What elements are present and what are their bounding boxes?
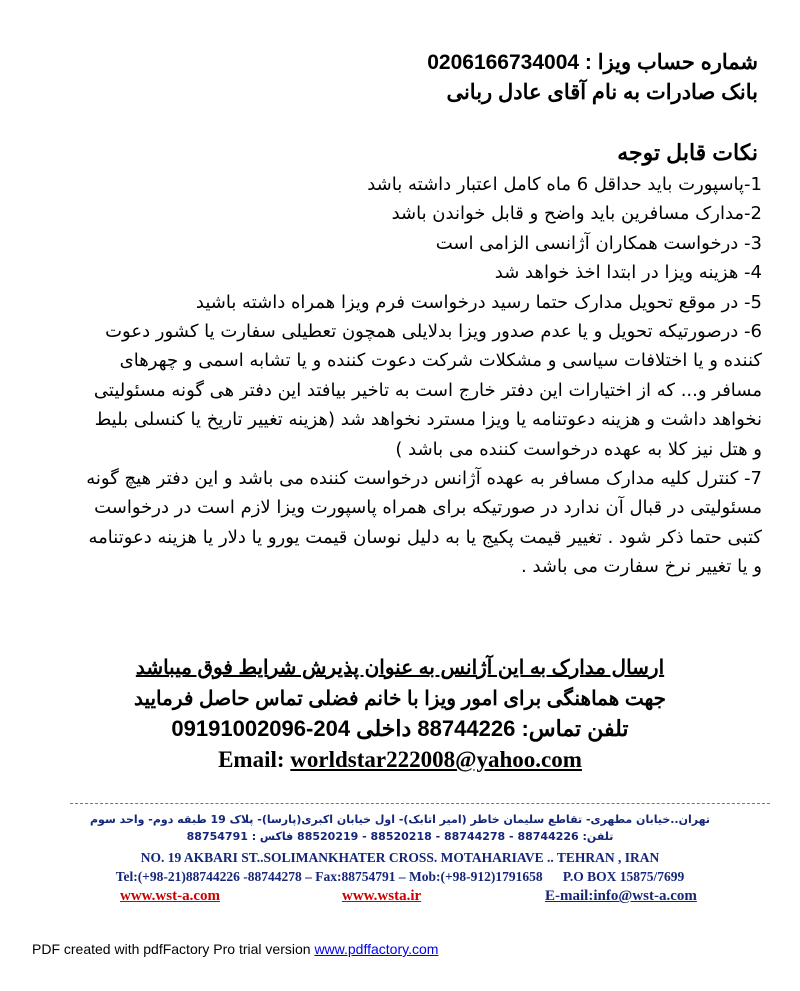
footer-link-wst-a[interactable]: www.wst-a.com	[120, 888, 220, 904]
footer-email-link[interactable]: E-mail:info@wst-a.com	[545, 888, 697, 904]
note-item-2: 2-مدارک مسافرین باید واضح و قابل خواندن باشد	[391, 203, 762, 225]
pdffactory-link[interactable]: www.pdffactory.com	[314, 941, 439, 957]
note-item-3: 3- درخواست همکاران آژانسی الزامی است	[435, 232, 762, 254]
bank-line: بانک صادرات به نام آقای عادل ربانی	[446, 81, 758, 104]
email-label: Email:	[218, 747, 285, 772]
footer-link-wsta[interactable]: www.wsta.ir	[342, 888, 422, 904]
phone-label: تلفن تماس:	[521, 716, 629, 741]
footer-address-fa: تهران..خیابان مطهری- تقاطع سلیمان خاطر (امیر اتابک)- اول خیابان اکبری(پارسا)- پلاک 19 طبقه دوم- واحد سوم	[89, 813, 710, 826]
acceptance-line: ارسال مدارک به این آژانس به عنوان پذیرش شرایط فوق میباشد	[135, 657, 665, 679]
pdf-note-text: PDF created with pdfFactory Pro trial version	[32, 941, 315, 957]
note-item-1: 1-پاسپورت باید حداقل 6 ماه کامل اعتبار داشته باشد	[367, 174, 762, 195]
account-label: شماره حساب ویزا :	[584, 51, 758, 74]
footer-contacts-en: Tel:(+98-21)88744226 -88744278 – Fax:88754791 – Mob:(+98-912)1791658 P.O BOX 15875/7699	[115, 869, 685, 884]
phone-line	[0, 716, 800, 742]
footer-divider	[70, 803, 770, 804]
note-item-7: 7- کنترل کلیه مدارک مسافر به عهده آژانس درخواست کننده می باشد و این دفتر هیچ گونه مسئولیتی در قبال آن ندارد در صورتیکه برای همراه پاسپورت ویزا لازم است در درخواست کتبی حتما ذکر شود . تغییر قیمت پکیج یا به دلیل نوسان قیمت یورو یا دلار یا هزینه دعوتنامه و یا تغییر نرخ سفارت می باشد .	[86, 468, 762, 578]
email-link[interactable]: worldstar222008@yahoo.com	[290, 747, 582, 772]
email-line	[0, 747, 800, 773]
coordination-line: جهت هماهنگی برای امور ویزا با خانم فضلی تماس حاصل فرمایید	[133, 688, 667, 710]
visa-account-line	[427, 50, 758, 75]
phone-value: 88744226 داخلی 204-09191002096	[171, 716, 516, 741]
notes-title: نکات قابل توجه	[617, 140, 758, 165]
note-item-6: 6- درصورتیکه تحویل و یا عدم صدور ویزا بدلایلی همچون تعطیلی سفارت یا کشور دعوت کننده و یا اختلافات سیاسی و مشکلات شرکت دعوت کننده و یا تشابه اسمی و چهرهای مسافر و... که از اختیارات این دفتر خارج است به تاخیر بیافتد این دفتر هی گونه مسئولیتی نخواهد داشت و هزینه دعوتنامه یا ویزا مسترد نخواهد شد (هزینه تغییر تاریخ یا کنسلی بلیط و هتل نیز کلا به عهده درخواست کننده می باشد )	[93, 321, 762, 460]
footer-address-en: NO. 19 AKBARI ST..SOLIMANKHATER CROSS. MOTAHARIAVE .. TEHRAN , IRAN	[140, 850, 660, 865]
note-item-5: 5- در موقع تحویل مدارک حتما رسید درخواست فرم ویزا همراه داشته باشید	[195, 291, 762, 313]
notes-list	[82, 170, 762, 582]
note-item-4: 4- هزینه ویزا در ابتدا اخذ خواهد شد	[494, 262, 762, 284]
account-number: 0206166734004	[427, 51, 580, 74]
footer-phones-fa: تلفن: 88744226 - 88744278 - 88520218 - 88520219 فاکس : 88754791	[186, 830, 614, 843]
pdf-creator-note	[32, 941, 438, 957]
